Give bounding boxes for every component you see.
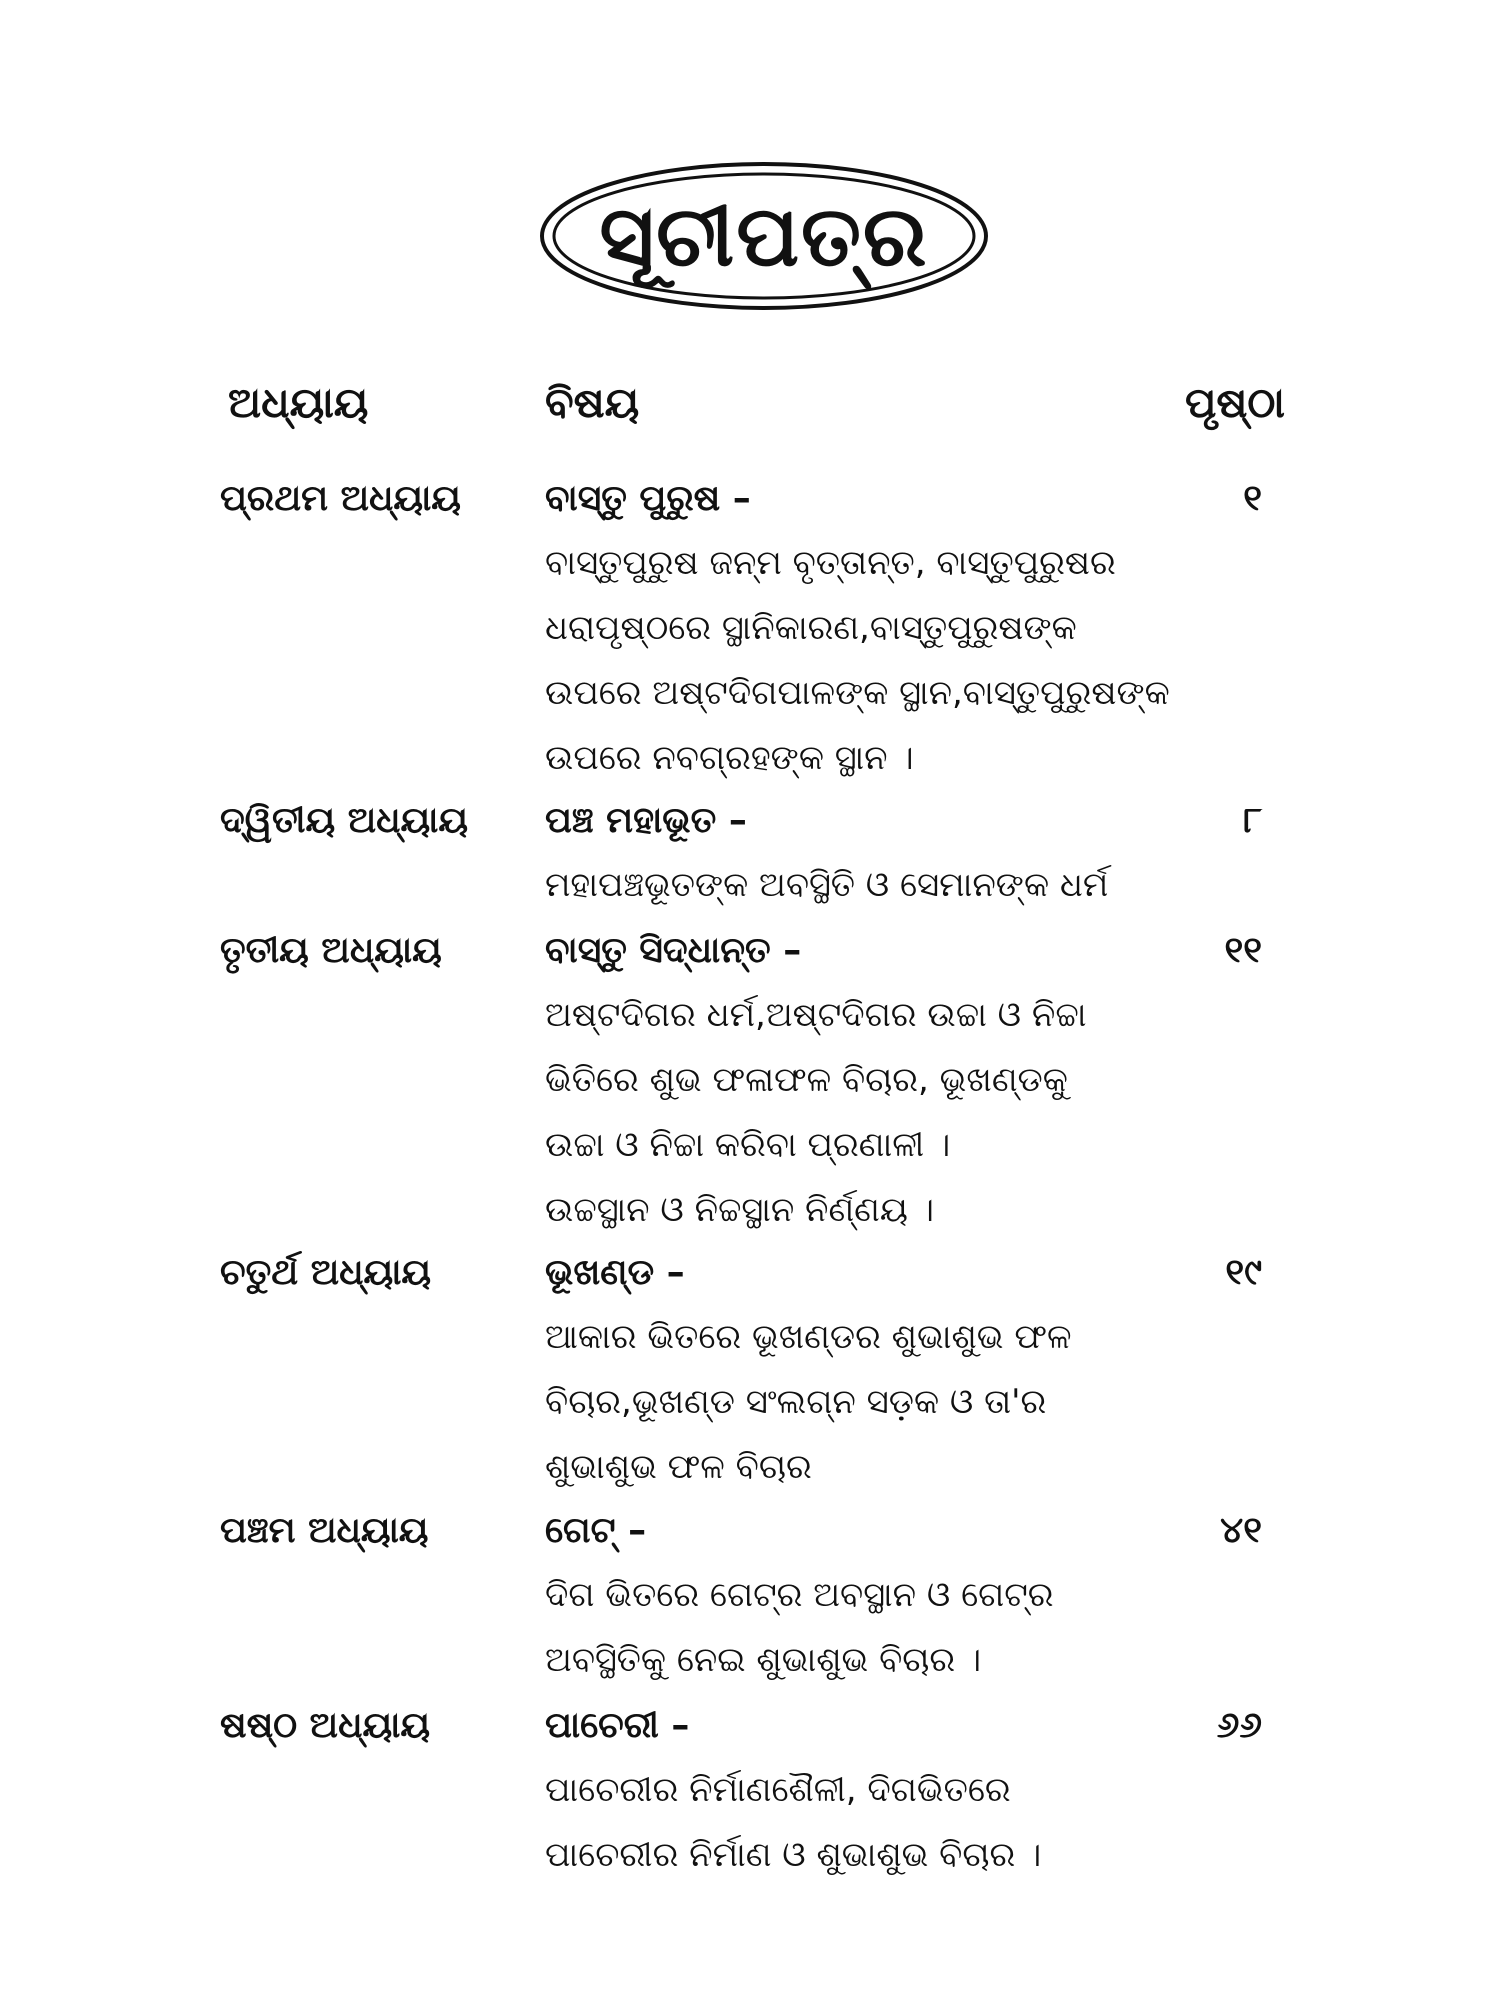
chapter-name: ତୃତୀୟ ଅଧ୍ୟାୟ (220, 930, 442, 971)
page-title: ସୂଚୀପତ୍ର (599, 187, 929, 285)
chapter-desc-line: ପାଚେରୀର ନିର୍ମାଣଶୈଳୀ, ଦିଗଭିତରେ (545, 1770, 1011, 1810)
chapter-desc-line: ପାଚେରୀର ନିର୍ମାଣ ଓ ଶୁଭାଶୁଭ ବିଚାର । (545, 1835, 1042, 1875)
chapter-desc-line: ଉଚ୍ଚା ଓ ନିଚ୍ଚା କରିବା ପ୍ରଣାଳୀ । (545, 1125, 951, 1165)
chapter-desc-line: ଉପରେ ଅଷ୍ଟଦିଗପାଳଙ୍କ ସ୍ଥାନ,ବାସ୍ତୁପୁରୁଷଙ୍କ (545, 673, 1170, 713)
chapter-desc-line: ବିଚାର,ଭୂଖଣ୍ଡ ସଂଲଗ୍ନ ସଡ଼କ ଓ ତା'ର (545, 1382, 1047, 1422)
chapter-desc-line: ଶୁଭାଶୁଭ ଫଳ ବିଚାର (545, 1447, 812, 1487)
chapter-desc-line: ଅଷ୍ଟଦିଗର ଧର୍ମ,ଅଷ୍ଟଦିଗର ଉଚ୍ଚା ଓ ନିଚ୍ଚା (545, 995, 1087, 1035)
chapter-page-number: ୧୧ (1224, 930, 1262, 971)
chapter-subject: ବାସ୍ତୁ ପୁରୁଷ – (545, 478, 751, 519)
chapter-name: ଦ୍ୱିତୀୟ ଅଧ୍ୟାୟ (220, 800, 469, 841)
chapter-desc-line: ଭିତିରେ ଶୁଭ ଫଳାଫଳ ବିଚାର, ଭୂଖଣ୍ଡକୁ (545, 1060, 1068, 1100)
chapter-page-number: ୪୧ (1220, 1510, 1262, 1551)
chapter-subject: ପଞ୍ଚ ମହାଭୂତ – (545, 800, 747, 841)
chapter-desc-line: ଉଚ୍ଚସ୍ଥାନ ଓ ନିଚ୍ଚସ୍ଥାନ ନିର୍ଣ୍ଣୟ । (545, 1190, 935, 1230)
chapter-desc-line: ଧରାପୃଷ୍ଠରେ ସ୍ଥାନିକାରଣ,ବାସ୍ତୁପୁରୁଷଙ୍କ (545, 608, 1077, 648)
chapter-page-number: ୧ (1243, 478, 1262, 519)
chapter-subject: ପାଚେରୀ – (545, 1705, 690, 1746)
chapter-desc-line: ମହାପଞ୍ଚଭୂତଙ୍କ ଅବସ୍ଥିତି ଓ ସେମାନଙ୍କ ଧର୍ମ (545, 865, 1109, 905)
chapter-desc-line: ଆକାର ଭିତରେ ଭୂଖଣ୍ଡର ଶୁଭାଶୁଭ ଫଳ (545, 1317, 1072, 1357)
chapter-subject: ବାସ୍ତୁ ସିଦ୍ଧାନ୍ତ – (545, 930, 802, 971)
chapter-page-number: ୬୬ (1216, 1705, 1262, 1746)
chapter-name: ଚତୁର୍ଥ ଅଧ୍ୟାୟ (220, 1252, 432, 1293)
page-title-frame (538, 160, 990, 312)
header-page: ପୃଷ୍ଠା (1184, 378, 1285, 427)
chapter-desc-line: ବାସ୍ତୁପୁରୁଷ ଜନ୍ମ ବୃତ୍ତାନ୍ତ, ବାସ୍ତୁପୁରୁଷର (545, 543, 1116, 583)
chapter-page-number: ୮ (1243, 800, 1262, 841)
chapter-name: ଷଷ୍ଠ ଅଧ୍ୟାୟ (220, 1705, 431, 1746)
chapter-desc-line: ଦିଗ ଭିତରେ ଗେଟ୍‌ର ଅବସ୍ଥାନ ଓ ଗେଟ୍‌ର (545, 1575, 1054, 1615)
chapter-desc-line: ଅବସ୍ଥିତିକୁ ନେଇ ଶୁଭାଶୁଭ ବିଚାର । (545, 1640, 982, 1680)
chapter-name: ପଞ୍ଚମ ଅଧ୍ୟାୟ (220, 1510, 429, 1551)
header-subject: ବିଷୟ (545, 378, 640, 427)
chapter-subject: ଭୂଖଣ୍ଡ – (545, 1252, 685, 1293)
header-chapter: ଅଧ୍ୟାୟ (228, 378, 369, 427)
chapter-name: ପ୍ରଥମ ଅଧ୍ୟାୟ (220, 478, 461, 519)
chapter-desc-line: ଉପରେ ନବଗ୍ରହଙ୍କ ସ୍ଥାନ । (545, 738, 914, 778)
chapter-subject: ଗେଟ୍ – (545, 1510, 647, 1551)
chapter-page-number: ୧୯ (1225, 1252, 1262, 1293)
